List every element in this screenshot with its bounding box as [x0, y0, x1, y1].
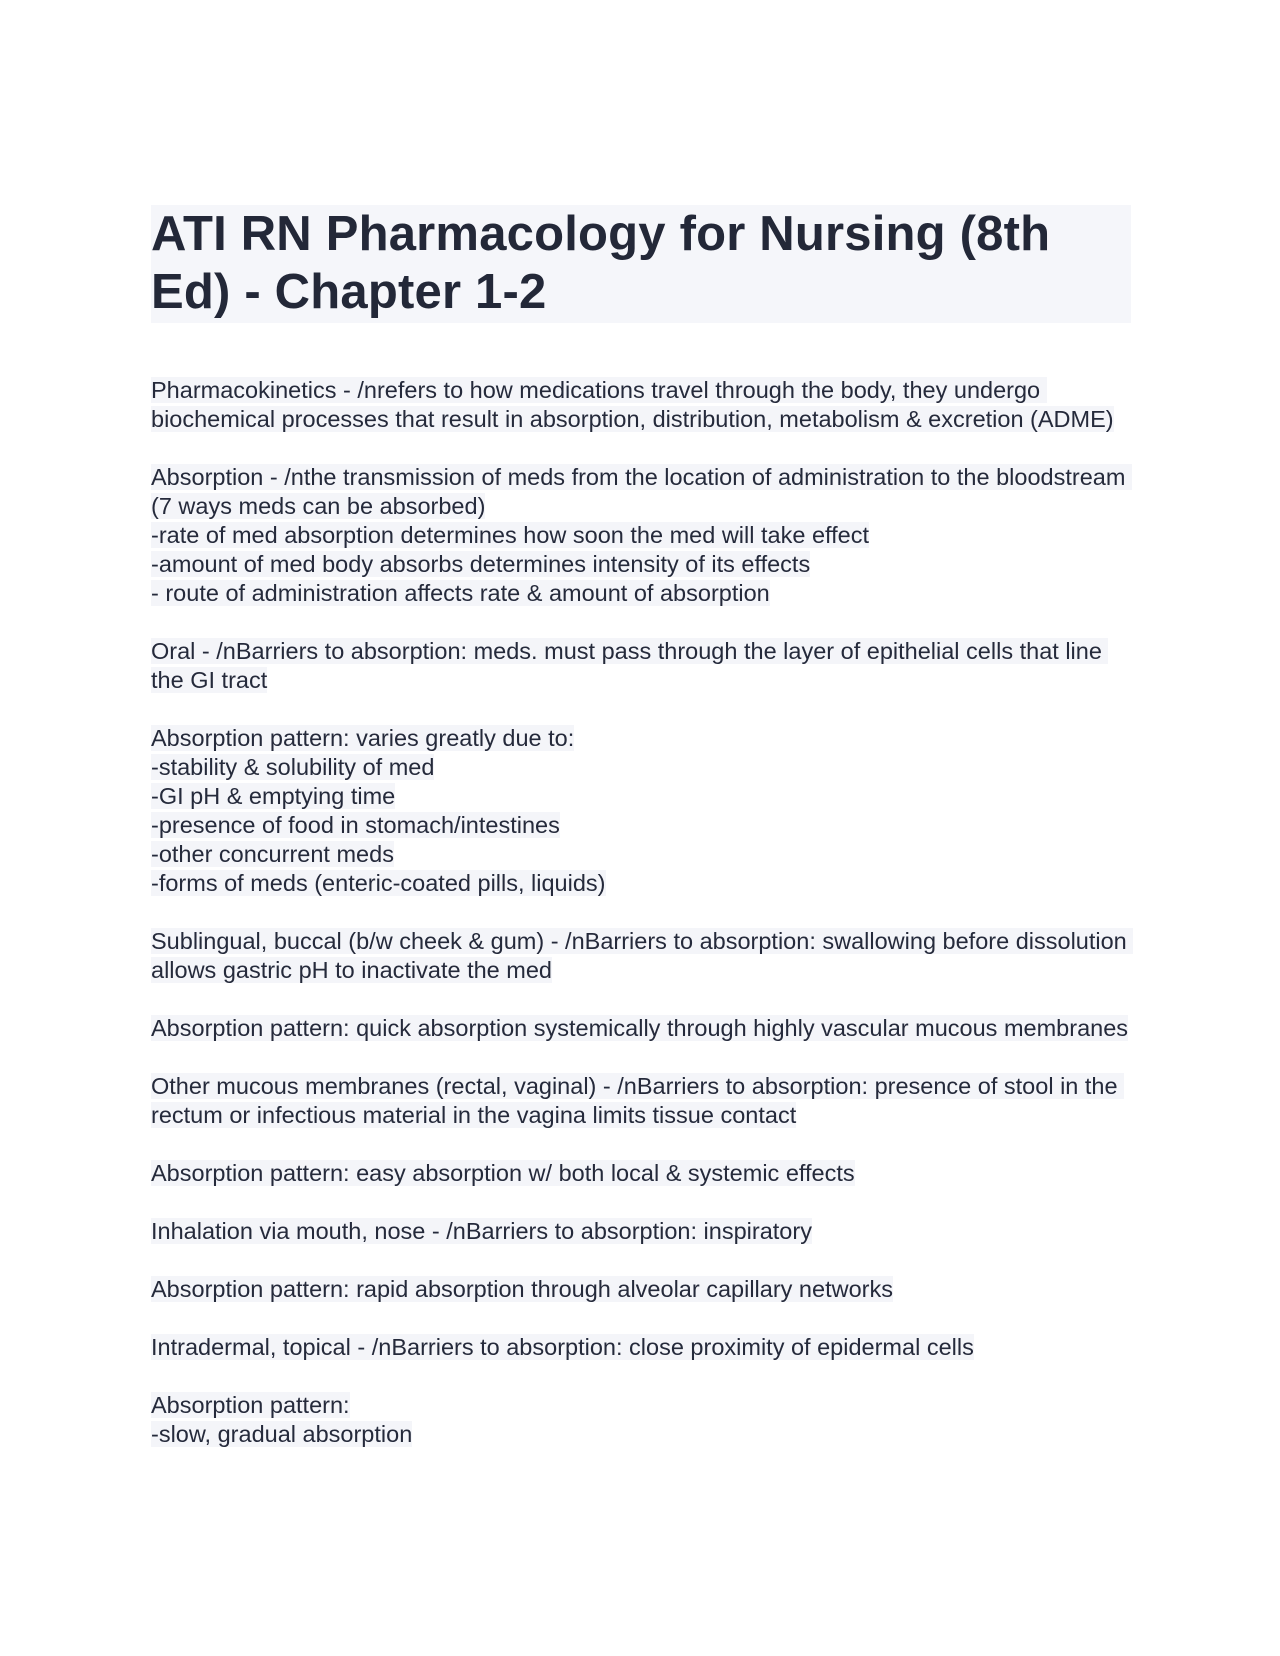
paragraph-line: Sublingual, buccal (b/w cheek & gum) - /nBarriers to absorption: swallowing before dissolution allows gastric pH to inactivate the med [151, 928, 1134, 983]
paragraph [151, 1159, 1131, 1188]
paragraph-line: - route of administration affects rate & amount of absorption [151, 580, 770, 606]
paragraph [151, 724, 1131, 898]
document-body [151, 376, 1134, 1449]
paragraph-line: -stability & solubility of med [151, 754, 435, 780]
paragraph [151, 1217, 1131, 1246]
paragraph [151, 927, 1134, 985]
paragraph-line: Pharmacokinetics - /nrefers to how medications travel through the body, they undergo biochemical processes that result in absorption, distribution, metabolism & excretion (ADME) [151, 377, 1114, 432]
paragraph [151, 1014, 1131, 1043]
paragraph-line: -amount of med body absorbs determines intensity of its effects [151, 551, 811, 577]
paragraph-line: Inhalation via mouth, nose - /nBarriers to absorption: inspiratory [151, 1218, 812, 1244]
paragraph [151, 1275, 1131, 1304]
paragraph [151, 376, 1131, 434]
title-block [151, 205, 1131, 323]
paragraph-line: Intradermal, topical - /nBarriers to absorption: close proximity of epidermal cells [151, 1334, 974, 1360]
paragraph-line: Other mucous membranes (rectal, vaginal) - /nBarriers to absorption: presence of stool in the rectum or infectious material in the vagina limits tissue contact [151, 1073, 1125, 1128]
paragraph-line: -forms of meds (enteric-coated pills, liquids) [151, 870, 606, 896]
paragraph [151, 463, 1131, 608]
document-page [151, 205, 1134, 1478]
paragraph-line: -rate of med absorption determines how soon the med will take effect [151, 522, 870, 548]
document-title: ATI RN Pharmacology for Nursing (8th Ed) - Chapter 1-2 [151, 207, 1051, 319]
paragraph-line: Absorption - /nthe transmission of meds from the location of administration to the bloodstream (7 ways meds can be absorbed) [151, 464, 1132, 519]
paragraph-line: Absorption pattern: varies greatly due to: [151, 725, 575, 751]
paragraph [151, 1391, 1131, 1449]
paragraph [151, 1333, 1131, 1362]
paragraph-line: -GI pH & emptying time [151, 783, 396, 809]
paragraph [151, 637, 1131, 695]
paragraph-line: Absorption pattern: [151, 1392, 350, 1418]
paragraph-line: Absorption pattern: rapid absorption through alveolar capillary networks [151, 1276, 893, 1302]
paragraph-line: Oral - /nBarriers to absorption: meds. must pass through the layer of epithelial cells that line the GI tract [151, 638, 1109, 693]
paragraph-line: Absorption pattern: easy absorption w/ both local & systemic effects [151, 1160, 855, 1186]
paragraph [151, 1072, 1131, 1130]
paragraph-line: -slow, gradual absorption [151, 1421, 413, 1447]
paragraph-line: Absorption pattern: quick absorption systemically through highly vascular mucous membranes [151, 1015, 1129, 1041]
paragraph-line: -presence of food in stomach/intestines [151, 812, 560, 838]
paragraph-line: -other concurrent meds [151, 841, 394, 867]
